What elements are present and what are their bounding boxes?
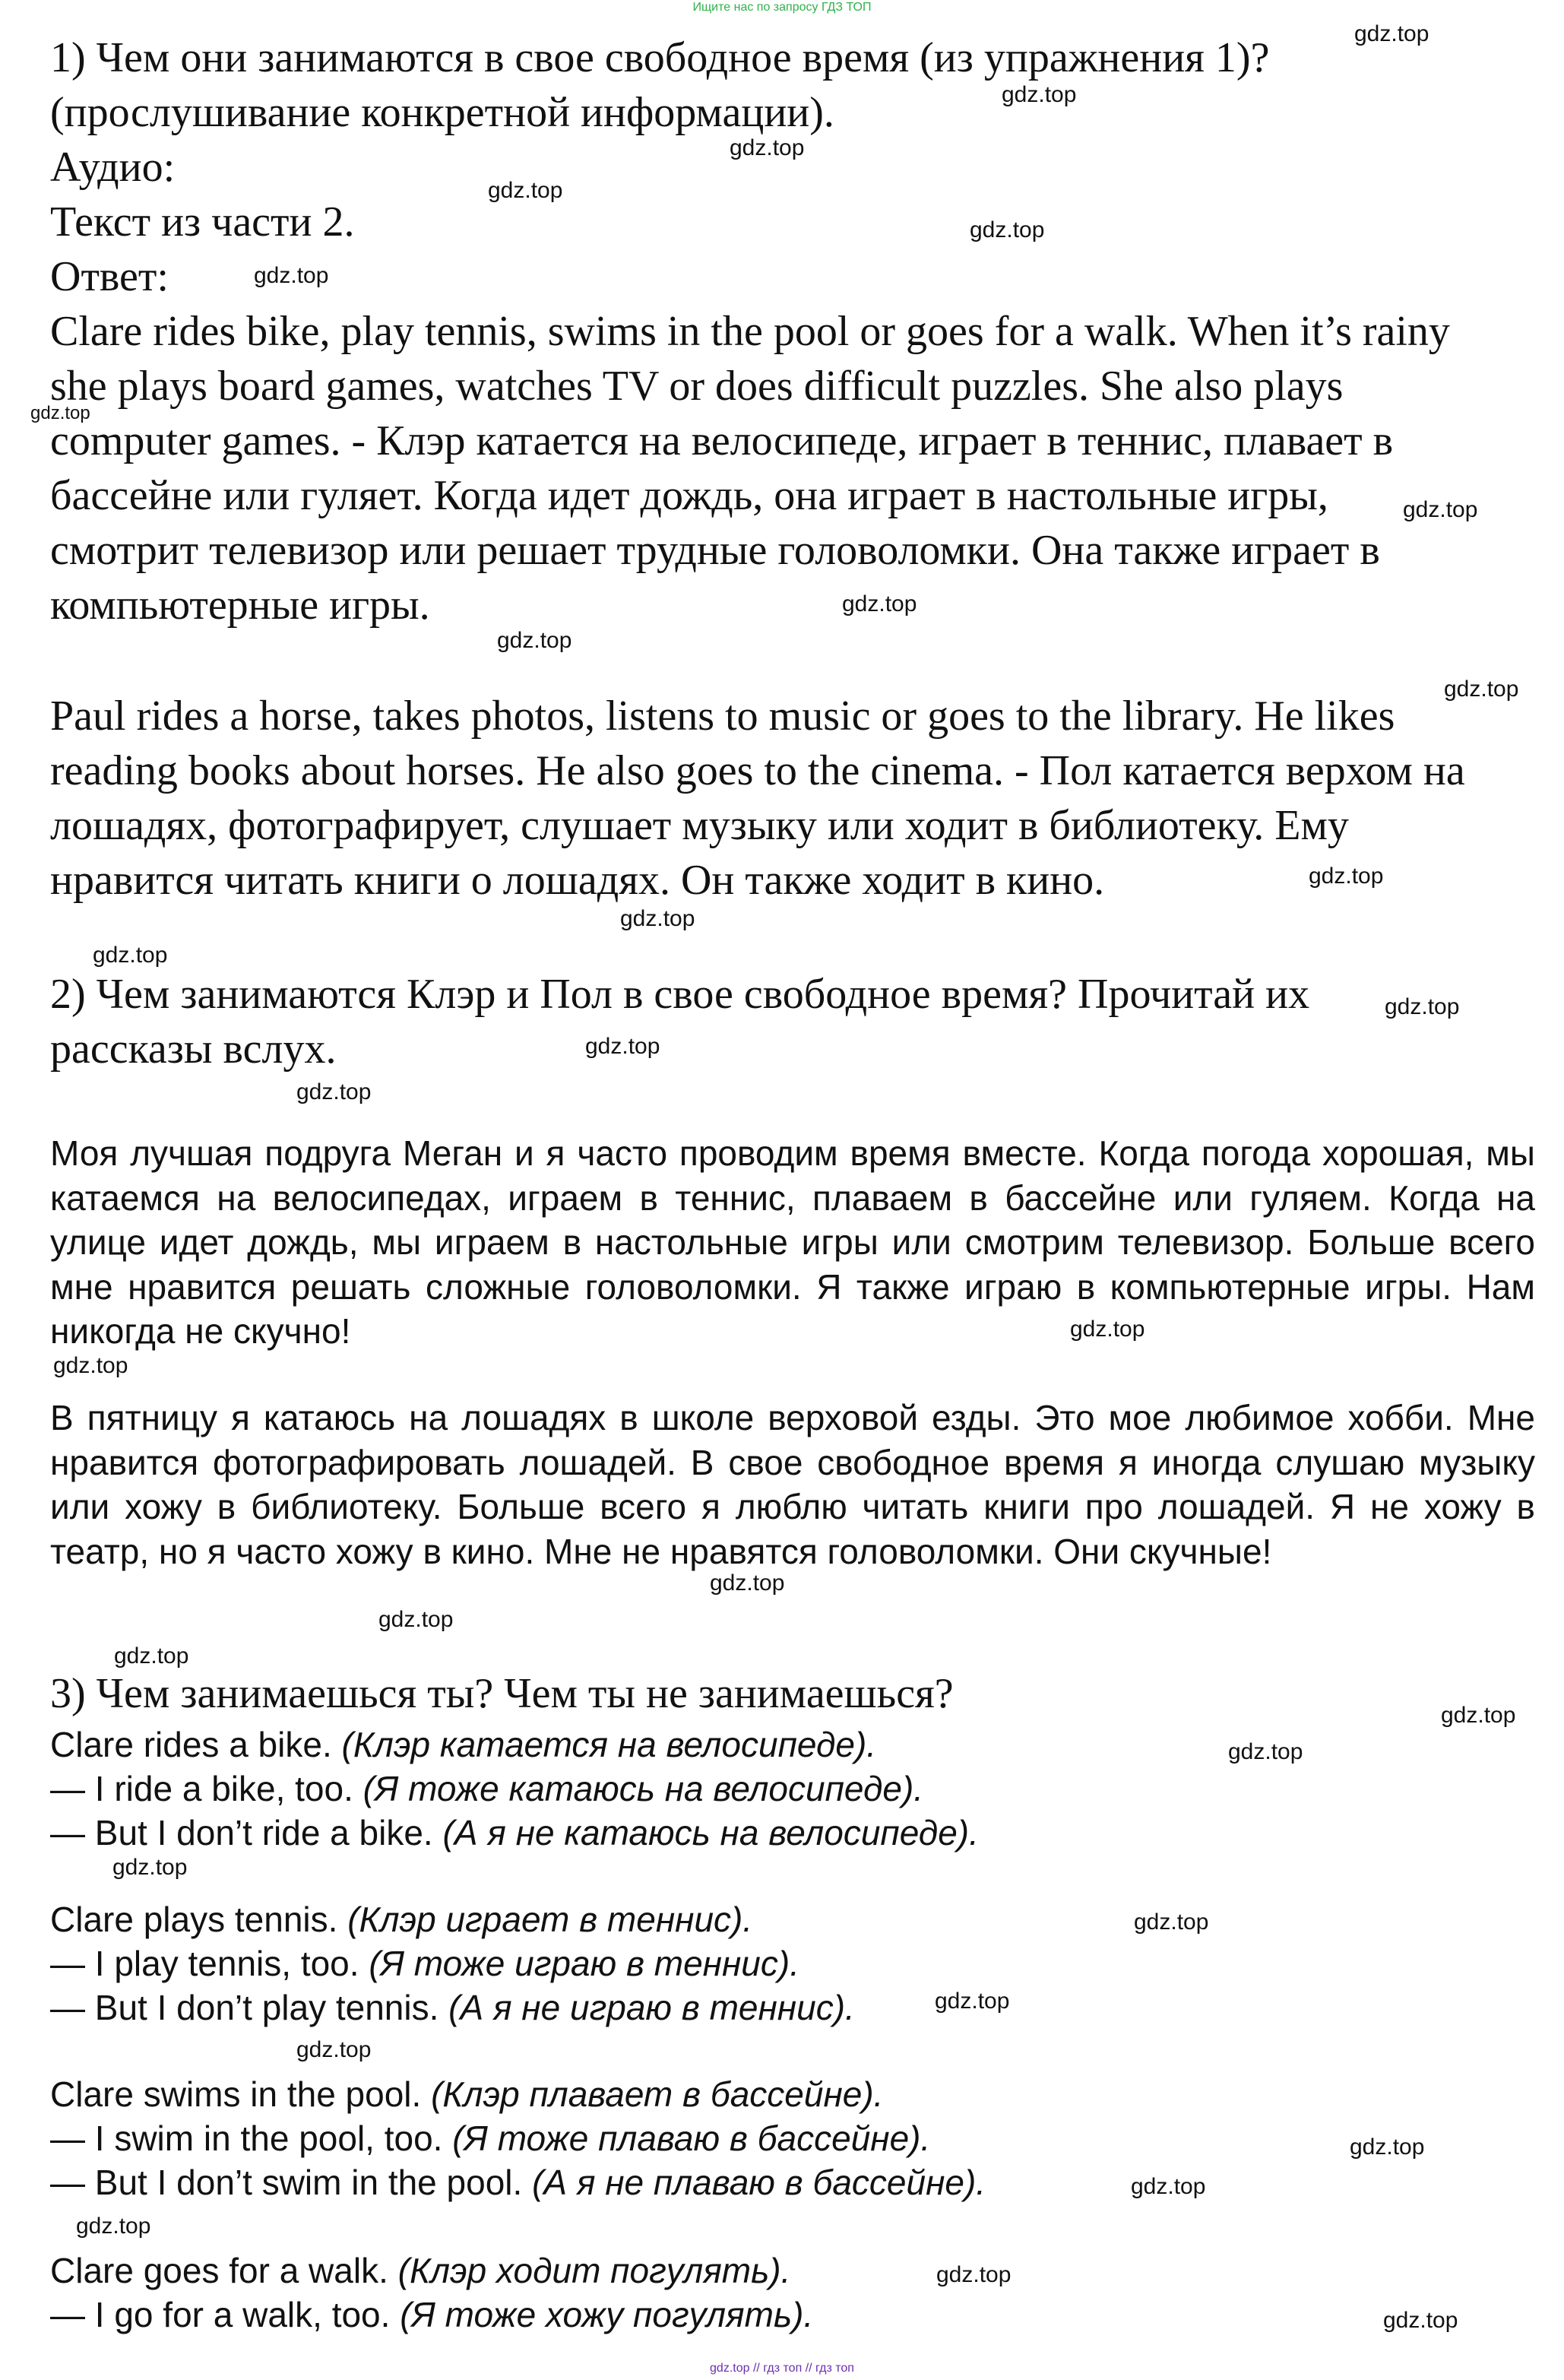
watermark: gdz.top: [497, 628, 572, 653]
watermark: gdz.top: [730, 135, 805, 160]
section-3-heading: 3) Чем занимаешься ты? Чем ты не занимаешься?: [50, 1670, 954, 1717]
watermark: gdz.top: [378, 1607, 454, 1632]
watermark: gdz.top: [1228, 1739, 1303, 1764]
watermark: gdz.top: [1403, 497, 1478, 522]
footer-note: gdz.top // гдз топ // гдз топ: [710, 2362, 854, 2375]
watermark: gdz.top: [53, 1353, 128, 1378]
example-group: [50, 2072, 1535, 2204]
watermark: gdz.top: [1354, 21, 1429, 46]
example-line: — I play tennis, too. (Я тоже играю в теннис).: [50, 1944, 799, 1983]
watermark: gdz.top: [1002, 82, 1077, 107]
answer-line: смотрит телевизор или решает трудные головоломки. Она также играет в: [50, 527, 1380, 574]
answer-line: бассейне или гуляет. Когда идет дождь, она играет в настольные игры,: [50, 472, 1328, 519]
watermark: gdz.top: [296, 1079, 372, 1104]
watermark: gdz.top: [842, 591, 917, 616]
answer-line: Clare rides bike, play tennis, swims in the pool or goes for a walk. When it’s rainy: [50, 308, 1450, 355]
answer-line: компьютерные игры.: [50, 582, 430, 629]
section-1-subheading: (прослушивание конкретной информации).: [50, 89, 834, 136]
answer-label: Ответ:: [50, 253, 169, 300]
watermark: gdz.top: [935, 1989, 1010, 2014]
watermark: gdz.top: [970, 217, 1045, 242]
answer-line: she plays board games, watches TV or does difficult puzzles. She also plays: [50, 363, 1344, 410]
answer-line: computer games. - Клэр катается на велосипеде, играет в теннис, плавает в: [50, 417, 1394, 464]
watermark: gdz.top: [1441, 1703, 1516, 1728]
example-line: — I go for a walk, too. (Я тоже хожу погулять).: [50, 2295, 814, 2334]
audio-label: Аудио:: [50, 144, 176, 191]
watermark: gdz.top: [1444, 677, 1519, 702]
watermark: gdz.top: [1131, 2174, 1206, 2199]
answer-line: лошадях, фотографирует, слушает музыку или ходит в библиотеку. Ему: [50, 802, 1349, 849]
watermark: gdz.top: [488, 178, 563, 203]
section-2: [50, 967, 1535, 1076]
paul-story: В пятницу я катаюсь на лошадях в школе верховой езды. Это мое любимое хобби. Мне нравится фотографировать лошадей. В свое свободное время я иногда слушаю музыку или хожу в библиотеку. Больше всего я люблю читать книги про лошадей. Я не хожу в театр, но я часто хожу в кино. Мне не нравятся головоломки. Они скучные!: [50, 1398, 1535, 1571]
example-line: Clare swims in the pool. (Клэр плавает в бассейне).: [50, 2074, 884, 2114]
watermark: gdz.top: [1383, 2308, 1458, 2333]
audio-text-ref: Текст из части 2.: [50, 198, 355, 246]
answer-line: Paul rides a horse, takes photos, listens to music or goes to the library. He likes: [50, 692, 1395, 740]
watermark: gdz.top: [710, 1570, 785, 1596]
example-line: Clare plays tennis. (Клэр играет в теннис).: [50, 1900, 753, 1939]
answer-line: нравится читать книги о лошадях. Он также ходит в кино.: [50, 857, 1105, 904]
clare-story: Моя лучшая подруга Меган и я часто проводим время вместе. Когда погода хорошая, мы катаемся на велосипедах, играем в теннис, плаваем в бассейне или гуляем. Когда на улице идет дождь, мы играем в настольные игры или смотрим телевизор. Больше всего мне нравится решать сложные головоломки. Я также играю в компьютерные игры. Нам никогда не скучно!: [50, 1133, 1535, 1351]
example-line: — But I don’t play tennis. (А я не играю в теннис).: [50, 1988, 855, 2027]
example-line: — But I don’t ride a bike. (А я не катаюсь на велосипеде).: [50, 1813, 979, 1852]
example-line: — I ride a bike, too. (Я тоже катаюсь на велосипеде).: [50, 1769, 924, 1808]
watermark: gdz.top: [93, 943, 168, 968]
watermark: gdz.top: [936, 2262, 1012, 2287]
watermark: gdz.top: [76, 2214, 151, 2239]
example-group: [50, 1897, 1535, 2030]
example-group: [50, 1722, 1535, 1855]
watermark: gdz.top: [112, 1855, 188, 1880]
example-group: [50, 2248, 1535, 2337]
watermark: gdz.top: [1070, 1317, 1145, 1342]
header-note: Ищите нас по запросу ГДЗ ТОП: [692, 1, 872, 14]
answer-line: reading books about horses. He also goes to the cinema. - Пол катается верхом на: [50, 747, 1465, 794]
watermark: gdz.top: [1385, 994, 1460, 1019]
watermark: gdz.top: [620, 906, 695, 931]
watermark: gdz.top: [1134, 1909, 1209, 1935]
watermark: gdz.top: [254, 263, 329, 288]
example-line: Clare goes for a walk. (Клэр ходит погулять).: [50, 2251, 791, 2290]
section-1-heading: 1) Чем они занимаются в свое свободное время (из упражнения 1)?: [50, 34, 1270, 81]
section-2-heading: 2) Чем занимаются Клэр и Пол в свое свободное время? Прочитай их: [50, 971, 1310, 1018]
section-1: [50, 30, 1535, 632]
watermark: gdz.top: [114, 1643, 189, 1669]
section-3-title: [50, 1666, 1535, 1721]
example-line: Clare rides a bike. (Клэр катается на велосипеде).: [50, 1725, 877, 1764]
watermark: gdz.top: [1350, 2134, 1425, 2160]
watermark: gdz.top: [585, 1034, 660, 1059]
example-line: — But I don’t swim in the pool. (А я не плаваю в бассейне).: [50, 2163, 986, 2202]
watermark: gdz.top: [296, 2037, 372, 2062]
example-line: — I swim in the pool, too. (Я тоже плаваю в бассейне).: [50, 2119, 931, 2158]
section-2-heading: рассказы вслух.: [50, 1025, 337, 1073]
watermark: gdz.top: [30, 403, 90, 423]
watermark: gdz.top: [1309, 864, 1384, 889]
